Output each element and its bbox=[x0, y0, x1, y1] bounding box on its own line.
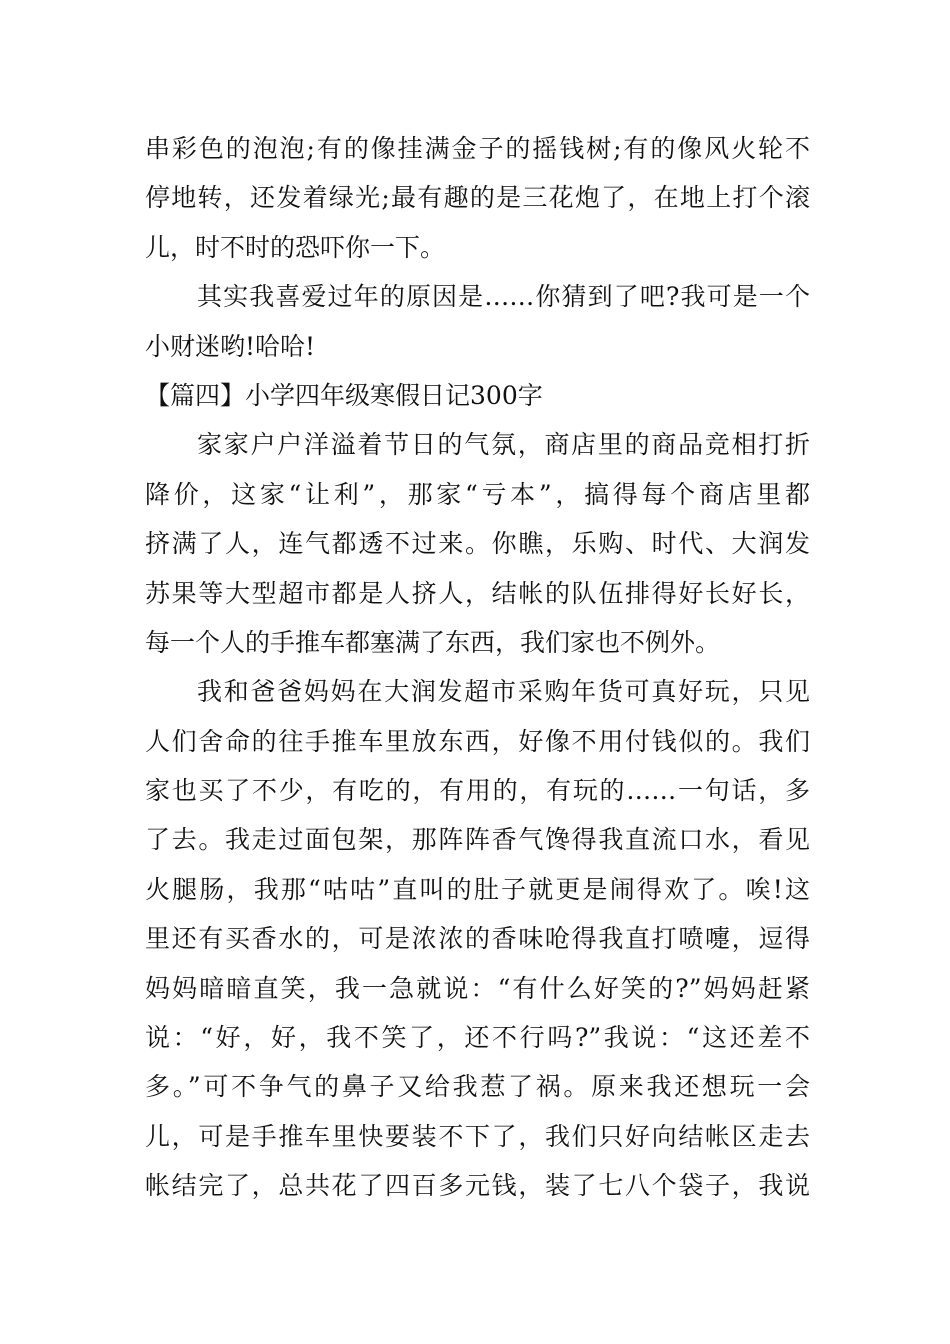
text-line: 串彩色的泡泡;有的像挂满金子的摇钱树;有的像风火轮不 bbox=[145, 134, 810, 163]
text-line: 人们舍命的往手推车里放东西，好像不用付钱似的。我们 bbox=[145, 726, 810, 756]
text-line: 妈妈暗暗直笑，我一急就说：“有什么好笑的?”妈妈赶紧 bbox=[145, 973, 810, 1003]
section-heading: 【篇四】小学四年级寒假日记300字 bbox=[145, 380, 543, 410]
text-line: 多。”可不争气的鼻子又给我惹了祸。原来我还想玩一会 bbox=[145, 1072, 810, 1102]
text-line: 儿，可是手推车里快要装不下了，我们只好向结帐区走去 bbox=[145, 1121, 810, 1151]
body-text bbox=[145, 124, 810, 1211]
text-line: 家家户户洋溢着节日的气氛，商店里的商品竞相打折 bbox=[197, 430, 810, 460]
text-line: 停地转，还发着绿光;最有趣的是三花炮了，在地上打个滚 bbox=[145, 183, 810, 213]
text-line: 帐结完了，总共花了四百多元钱，装了七八个袋子，我说 bbox=[145, 1171, 810, 1201]
text-line: 火腿肠，我那“咕咕”直叫的肚子就更是闹得欢了。唉!这 bbox=[145, 874, 810, 904]
text-line: 苏果等大型超市都是人挤人，结帐的队伍排得好长好长， bbox=[145, 578, 810, 608]
text-line: 我和爸爸妈妈在大润发超市采购年货可真好玩，只见 bbox=[197, 677, 810, 707]
text-line: 小财迷哟!哈哈! bbox=[145, 331, 316, 361]
text-line: 里还有买香水的，可是浓浓的香味呛得我直打喷嚏，逗得 bbox=[145, 924, 810, 954]
text-line: 降价，这家“让利”，那家“亏本”，搞得每个商店里都 bbox=[145, 479, 810, 509]
text-line: 家也买了不少，有吃的，有用的，有玩的……一句话，多 bbox=[145, 776, 810, 806]
text-line: 说：“好，好，我不笑了，还不行吗?”我说：“这还差不 bbox=[145, 1023, 810, 1053]
text-line: 了去。我走过面包架，那阵阵香气馋得我直流口水，看见 bbox=[145, 825, 810, 855]
text-line: 其实我喜爱过年的原因是……你猜到了吧?我可是一个 bbox=[197, 282, 810, 312]
text-line: 儿，时不时的恐吓你一下。 bbox=[145, 232, 446, 262]
text-line: 每一个人的手推车都塞满了东西，我们家也不例外。 bbox=[145, 627, 721, 657]
text-line: 挤满了人，连气都透不过来。你瞧，乐购、时代、大润发 bbox=[145, 529, 810, 559]
